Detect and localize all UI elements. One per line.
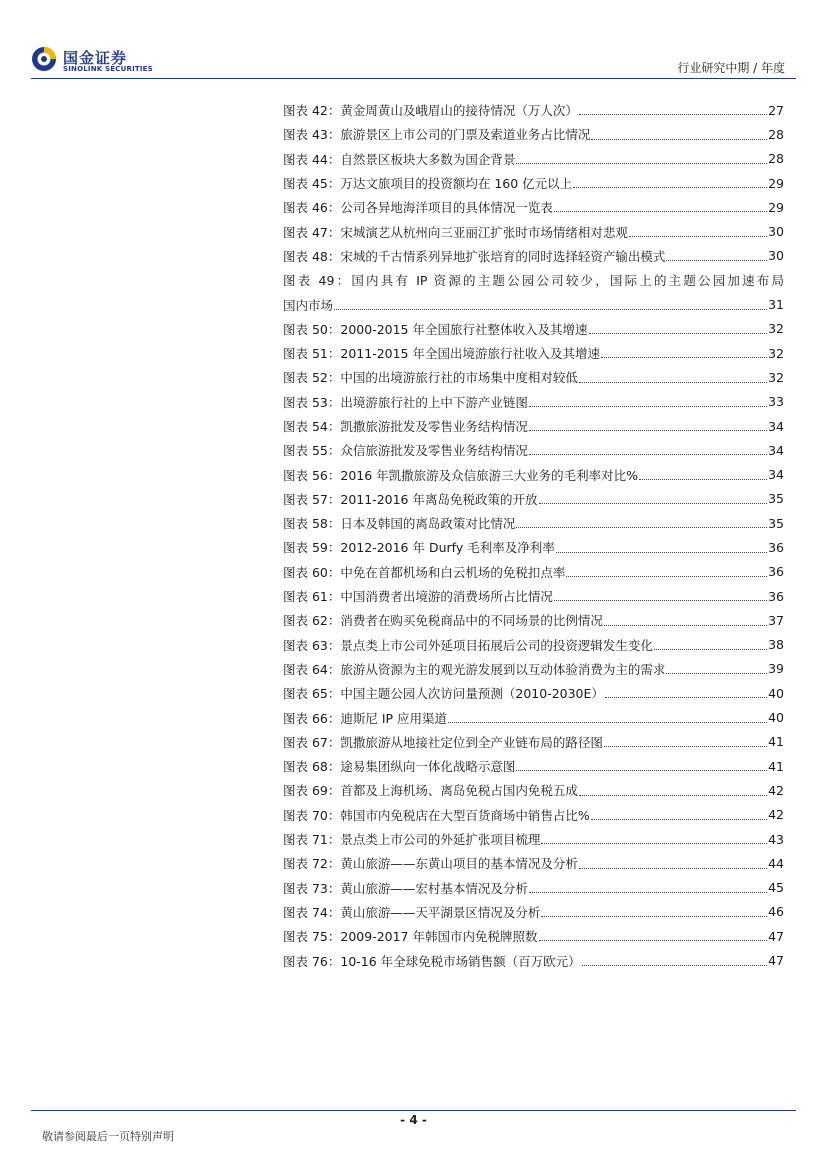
toc-leader-dots: [604, 746, 767, 747]
toc-entry[interactable]: [283, 584, 784, 608]
toc-entry[interactable]: [283, 122, 784, 146]
toc-entry-page: 28: [768, 151, 784, 167]
footer-divider: [31, 1110, 796, 1111]
toc-entry-title: 图表 66：迪斯尼 IP 应用渠道: [283, 710, 448, 726]
toc-entry-page: 36: [768, 564, 784, 580]
toc-entry[interactable]: [283, 487, 784, 511]
toc-entry-title: 图表 42：黄金周黄山及峨眉山的接待情况（万人次）: [283, 103, 578, 119]
toc-leader-dots: [591, 139, 767, 140]
toc-entry-title: 图表 76：10-16 年全球免税市场销售额（百万欧元）: [283, 953, 581, 969]
toc-entry-title: 图表 47：宋城演艺从杭州向三亚丽江扩张时市场情绪相对悲观: [283, 224, 628, 240]
toc-leader-dots: [639, 479, 767, 480]
toc-entry-title: 图表 56：2016 年凯撒旅游及众信旅游三大业务的毛利率对比%: [283, 467, 639, 483]
toc-entry[interactable]: [283, 341, 784, 365]
toc-entry-page: 33: [768, 394, 784, 410]
toc-entry[interactable]: [283, 876, 784, 900]
toc-entry-page: 34: [768, 467, 784, 483]
toc-leader-dots: [579, 868, 767, 869]
toc-entry-title: 图表 46：公司各异地海洋项目的具体情况一览表: [283, 200, 553, 216]
toc-leader-dots: [448, 722, 767, 723]
toc-leader-dots: [589, 333, 768, 334]
toc-leader-dots: [539, 940, 768, 941]
toc-entry-title: 图表 74：黄山旅游——天平湖景区情况及分析: [283, 904, 541, 920]
toc-entry-title: 图表 51：2011-2015 年全国出境游旅行社收入及其增速: [283, 346, 600, 362]
toc-leader-dots: [591, 819, 767, 820]
toc-entry[interactable]: [283, 730, 784, 754]
toc-leader-dots: [554, 600, 767, 601]
toc-leader-dots: [601, 357, 767, 358]
toc-entry[interactable]: [283, 633, 784, 657]
toc-entry-page: 34: [768, 442, 784, 458]
toc-entry-page: 47: [768, 953, 784, 969]
toc-entry-page: 37: [768, 612, 784, 628]
toc-entry-title: 图表 54：凯撒旅游批发及零售业务结构情况: [283, 419, 528, 434]
toc-leader-dots: [539, 503, 768, 504]
toc-entry-page: 45: [768, 880, 784, 896]
brand-name-cn: 国金证券: [63, 49, 128, 67]
toc-entry[interactable]: [283, 851, 784, 875]
toc-entry-title: 图表 60：中免在首都机场和白云机场的免税扣点率: [283, 564, 566, 580]
toc-entry-title: 图表 53：出境游旅行社的上中下游产业链图: [283, 394, 528, 410]
toc-entry-page: 30: [768, 248, 784, 264]
toc-entry-page: 40: [768, 685, 784, 701]
toc-entry-title: 图表 52：中国的出境游旅行社的市场集中度相对较低: [283, 370, 578, 386]
toc-entry[interactable]: [283, 535, 784, 559]
page-number: - 4 -: [400, 1113, 427, 1127]
toc-entry[interactable]: [283, 438, 784, 462]
toc-leader-dots: [516, 770, 767, 771]
toc-leader-dots: [666, 673, 767, 674]
toc-entry-page: 47: [768, 928, 784, 944]
toc-entry-title: 图表 57：2011-2016 年离岛免税政策的开放: [283, 491, 538, 507]
toc-entry[interactable]: [283, 778, 784, 802]
toc-entry-title: 图表 50：2000-2015 年全国旅行社整体收入及其增速: [283, 321, 588, 337]
toc-entry-page: 40: [768, 710, 784, 726]
toc-entry-title: 图表 73：黄山旅游——宏村基本情况及分析: [283, 880, 528, 896]
toc-entry-title: 图表 49：国内具有 IP 资源的主题公园公司较少，国际上的主题公园加速布局: [283, 273, 784, 289]
toc-leader-dots: [573, 187, 767, 188]
toc-entry[interactable]: [283, 511, 784, 535]
toc-entry-title: 图表 44：自然景区板块大多数为国企背景: [283, 151, 516, 167]
toc-entry[interactable]: [283, 657, 784, 681]
toc-entry-page: 31: [768, 297, 784, 313]
toc-entry[interactable]: [283, 754, 784, 778]
header-divider: [31, 78, 796, 79]
toc-leader-dots: [579, 795, 767, 796]
page-header: [0, 0, 827, 80]
toc-entry-page: 42: [768, 782, 784, 798]
toc-leader-dots: [605, 697, 767, 698]
toc-entry[interactable]: [283, 705, 784, 729]
toc-entry-page: 42: [768, 807, 784, 823]
toc-entry[interactable]: [283, 414, 784, 438]
toc-leader-dots: [516, 527, 767, 528]
toc-entry-title: 图表 45：万达文旅项目的投资额均在 160 亿元以上: [283, 176, 573, 192]
toc-leader-dots: [579, 382, 767, 383]
toc-entry-page: 39: [768, 661, 784, 677]
toc-entry-page: 36: [768, 539, 784, 555]
toc-leader-dots: [541, 843, 767, 844]
toc-entry-title: 图表 69：首都及上海机场、离岛免税占国内免税五成: [283, 783, 578, 799]
toc-entry-page: 30: [768, 224, 784, 240]
toc-entry-page: 32: [768, 369, 784, 385]
toc-leader-dots: [529, 406, 767, 407]
toc-entry[interactable]: [283, 219, 784, 243]
toc-entry-title: 图表 75：2009-2017 年韩国市内免税牌照数: [283, 929, 538, 945]
toc-entry[interactable]: [283, 462, 784, 486]
toc-leader-dots: [579, 114, 767, 115]
toc-leader-dots: [541, 916, 767, 917]
toc-entry-page: 32: [768, 321, 784, 337]
toc-entry-page: 46: [768, 904, 784, 920]
toc-leader-dots: [529, 430, 767, 431]
toc-entry-page: 44: [768, 855, 784, 871]
toc-entry-title: 图表 65：中国主题公园人次访问量预测（2010-2030E）: [283, 686, 604, 702]
toc-leader-dots: [566, 576, 767, 577]
disclaimer: 敬请参阅最后一页特别声明: [42, 1130, 174, 1143]
toc-entry-page: 35: [768, 491, 784, 507]
toc-entry-page: 29: [768, 175, 784, 191]
sinolink-logo-icon: [31, 46, 57, 72]
figure-list: [283, 98, 784, 973]
toc-entry-page: 35: [768, 515, 784, 531]
toc-entry[interactable]: [283, 827, 784, 851]
toc-leader-dots: [334, 309, 767, 310]
brand-name-en: SINOLINK SECURITIES: [63, 65, 153, 73]
toc-entry[interactable]: [283, 681, 784, 705]
toc-entry[interactable]: [283, 560, 784, 584]
toc-entry-page: 32: [768, 345, 784, 361]
toc-entry[interactable]: [283, 924, 784, 948]
toc-entry-title: 图表 70：韩国市内免税店在大型百货商场中销售占比%: [283, 807, 590, 823]
toc-leader-dots: [554, 211, 767, 212]
toc-entry-page: 41: [768, 758, 784, 774]
toc-entry[interactable]: [283, 195, 784, 219]
toc-leader-dots: [604, 625, 767, 626]
toc-entry-title: 图表 72：黄山旅游——东黄山项目的基本情况及分析: [283, 856, 578, 872]
toc-leader-dots: [529, 892, 767, 893]
toc-entry-title: 图表 68：途易集团纵向一体化战略示意图: [283, 759, 516, 775]
toc-entry-title: 图表 63：景点类上市公司外延项目拓展后公司的投资逻辑发生变化: [283, 637, 653, 653]
toc-entry-title: 图表 59：2012-2016 年 Durfy 毛利率及净利率: [283, 540, 555, 556]
toc-entry[interactable]: [283, 268, 784, 292]
toc-entry-title: 图表 48：宋城的千古情系列异地扩张培育的同时选择轻资产输出模式: [283, 248, 666, 264]
toc-entry-title: 图表 67：凯撒旅游从地接社定位到全产业链布局的路径图: [283, 734, 603, 750]
toc-leader-dots: [654, 649, 767, 650]
toc-leader-dots: [556, 552, 767, 553]
toc-entry-title-continued: 国内市场: [283, 297, 334, 313]
toc-entry[interactable]: [283, 147, 784, 171]
toc-entry-title: 图表 62：消费者在购买免税商品中的不同场景的比例情况: [283, 613, 603, 629]
toc-entry-page: 29: [768, 199, 784, 215]
brand-logo: [31, 46, 161, 78]
toc-entry[interactable]: [283, 803, 784, 827]
toc-entry-continued[interactable]: [283, 292, 784, 316]
toc-leader-dots: [666, 260, 767, 261]
toc-entry[interactable]: [283, 365, 784, 389]
toc-entry-title: 图表 64：旅游从资源为主的观光游发展到以互动体验消费为主的需求: [283, 661, 666, 677]
toc-entry-page: 34: [768, 418, 784, 434]
toc-entry-title: 图表 58：日本及韩国的离岛政策对比情况: [283, 516, 516, 532]
toc-leader-dots: [582, 965, 767, 966]
toc-entry[interactable]: [283, 948, 784, 972]
toc-entry-title: 图表 55：众信旅游批发及零售业务结构情况: [283, 443, 528, 459]
toc-entry[interactable]: [283, 608, 784, 632]
toc-entry-title: 图表 61：中国消费者出境游的消费场所占比情况: [283, 589, 553, 605]
toc-entry-page: 43: [768, 831, 784, 847]
toc-entry-page: 27: [768, 102, 784, 118]
toc-entry[interactable]: [283, 244, 784, 268]
toc-entry[interactable]: [283, 900, 784, 924]
toc-entry-page: 36: [768, 588, 784, 604]
toc-entry-title: 图表 71：景点类上市公司的外延扩张项目梳理: [283, 832, 541, 848]
report-type: 行业研究中期 / 年度: [677, 61, 785, 75]
toc-entry[interactable]: [283, 317, 784, 341]
toc-entry[interactable]: [283, 390, 784, 414]
toc-leader-dots: [629, 236, 767, 237]
toc-entry-page: 38: [768, 637, 784, 653]
toc-leader-dots: [529, 454, 767, 455]
toc-entry[interactable]: [283, 171, 784, 195]
toc-leader-dots: [516, 163, 767, 164]
toc-entry-page: 41: [768, 734, 784, 750]
toc-entry-title: 图表 43：旅游景区上市公司的门票及索道业务占比情况: [283, 127, 591, 143]
toc-entry[interactable]: [283, 98, 784, 122]
toc-entry-page: 28: [768, 126, 784, 142]
